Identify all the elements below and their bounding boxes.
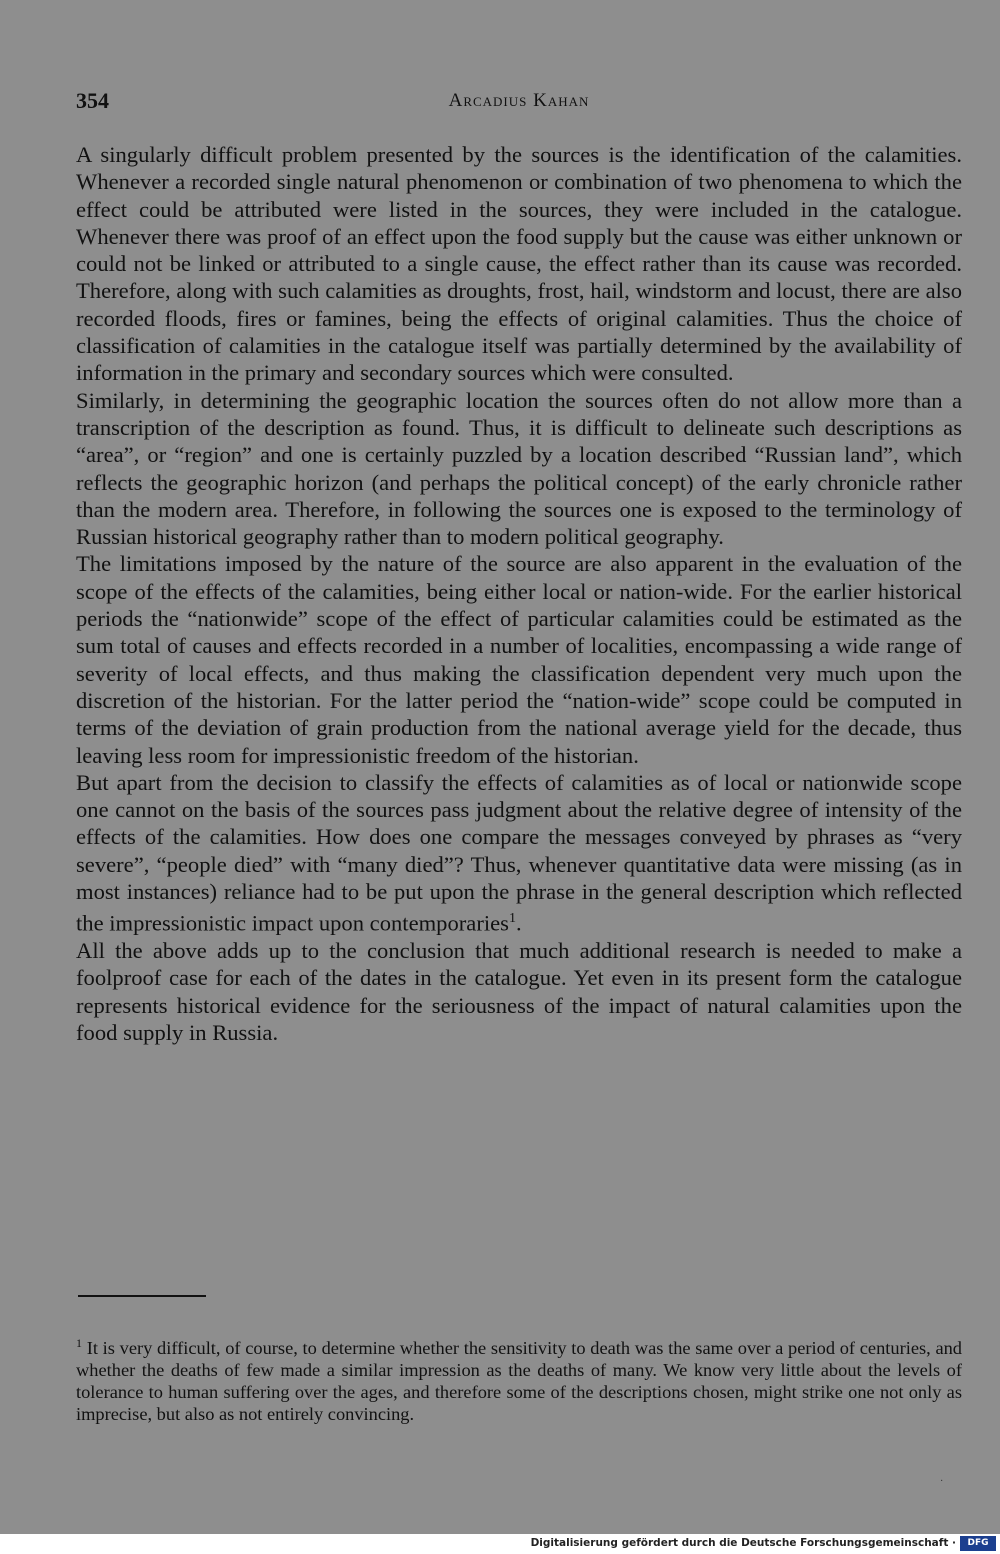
paragraph-4-end: . bbox=[515, 910, 522, 936]
footnote-divider bbox=[78, 1295, 206, 1297]
paragraph-2: Similarly, in determining the geographic location the sources often do not allow more than a transcription of the description as found. Thus, it is difficult to delineate such descriptions as “area”, or “region” and one is certainly puzzled by a location described “Russian land”, which reflects the geographic horizon (and perhaps the political concept) of the early chronicle rather than the modern area. Therefore, in following the sources one is exposed to the terminology of Russian historical geography rather than to modern political geography. bbox=[76, 387, 962, 550]
paragraph-4-text: But apart from the decision to classify the effects of calamities as of local or nationwide scope one cannot on the basis of the sources pass judgment about the relative degree of intensity of the effects of the calamities. How does one compare the messages conveyed by phrases as “very severe”, “people died” with “many died”? Thus, whenever quantitative data were missing (as in most instances) reliance had to be put upon the phrase in the general description which reflected the impressionistic impact upon contemporaries bbox=[76, 769, 962, 936]
footnote-reference[interactable]: 1 bbox=[508, 911, 516, 927]
footnote bbox=[76, 1332, 962, 1425]
paragraph-1: A singularly difficult problem presented by the sources is the identification of the calamities. Whenever a recorded single natural phenomenon or combination of two phenomena to which the effect could be attributed were listed in the sources, they were included in the catalogue. Whenever there was proof of an effect upon the food supply but the cause was either unknown or could not be linked or attributed to a single cause, the effect rather than its cause was recorded. Therefore, along with such calamities as droughts, frost, hail, windstorm and locust, there are also recorded floods, fires or famines, being the effects of original calamities. Thus the choice of classification of calamities in the catalogue itself was partially determined by the availability of information in the primary and secondary sources which were consulted. bbox=[76, 142, 962, 386]
dfg-logo-icon[interactable]: DFG bbox=[960, 1536, 996, 1551]
digitization-credit[interactable]: Digitalisierung gefördert durch die Deutsche Forschungsgemeinschaft · bbox=[530, 1537, 956, 1549]
body-text bbox=[76, 141, 962, 1046]
footnote-marker: 1 bbox=[76, 1336, 82, 1350]
paragraph-3: The limitations imposed by the nature of the source are also apparent in the evaluation of the scope of the effects of the calamities, being either local or nation-wide. For the earlier historical periods the “nationwide” scope of the effect of particular calamities could be estimated as the sum total of causes and effects recorded in a number of localities, encompassing a wide range of severity of local effects, and thus making the classification dependent very much upon the discretion of the historian. For the latter period the “nation-wide” scope could be computed in terms of the deviation of grain production from the national average yield for the decade, thus leaving less room for impressionistic freedom of the historian. bbox=[76, 551, 962, 768]
footnote-text: It is very difficult, of course, to determine whether the sensitivity to death was the same over a period of centuries, and whether the deaths of few made a similar impression as the deaths of many. We know very little about the levels of tolerance to human suffering over the ages, and therefore some of the descriptions chosen, might strike one not only as imprecise, but also as not entirely convincing. bbox=[76, 1338, 962, 1425]
scan-artifact: · bbox=[940, 1476, 944, 1487]
running-head: Arcadius Kahan bbox=[448, 90, 590, 111]
paragraph-4 bbox=[76, 769, 962, 937]
digitization-footer bbox=[0, 1534, 1000, 1554]
page-header bbox=[76, 88, 962, 118]
paragraph-5: All the above adds up to the conclusion that much additional research is needed to make a foolproof case for each of the dates in the catalogue. Yet even in its present form the catalogue represents historical evidence for the seriousness of the impact of natural calamities upon the food supply in Russia. bbox=[76, 938, 962, 1046]
page-number: 354 bbox=[76, 88, 109, 113]
